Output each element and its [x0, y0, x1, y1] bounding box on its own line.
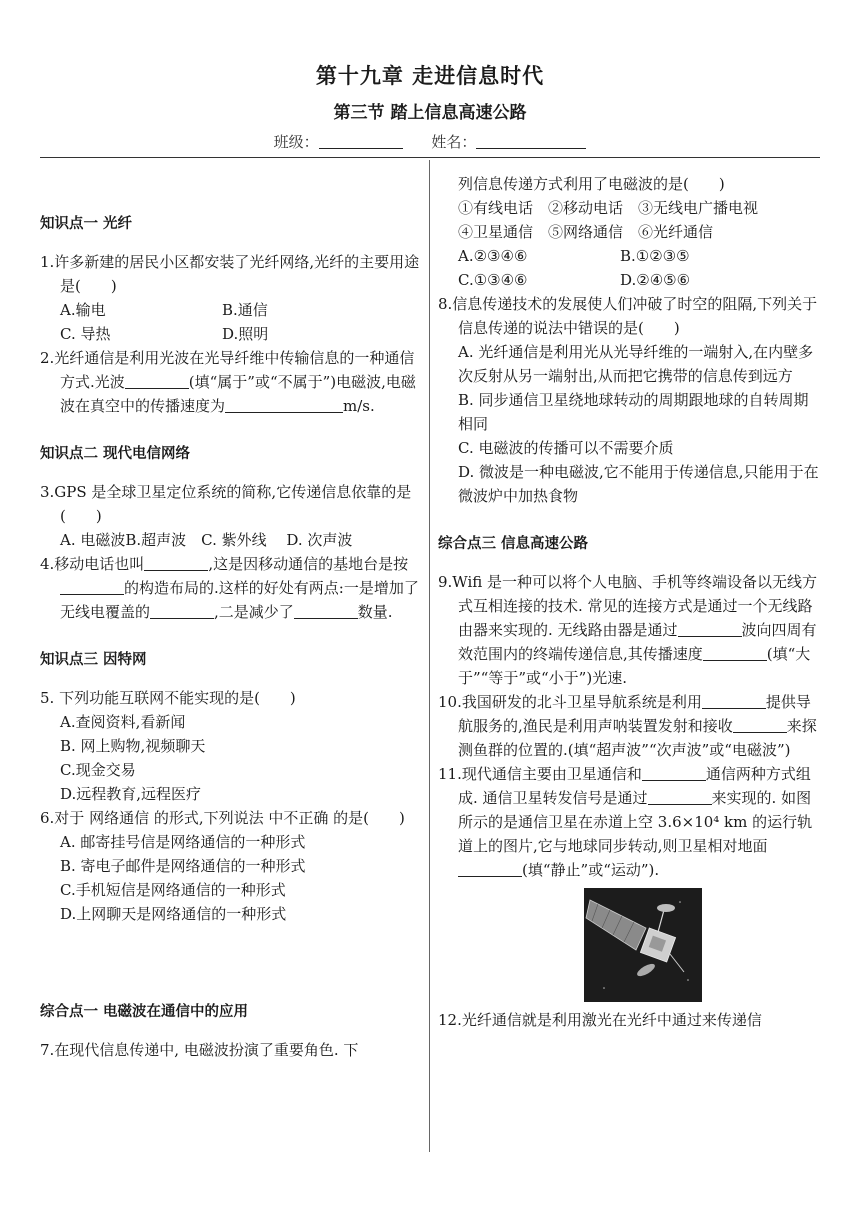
question-10-text: 10.我国研发的北斗卫星导航系统是利用 — [438, 693, 702, 711]
right-column — [438, 172, 820, 1032]
class-field[interactable] — [319, 134, 403, 149]
question-9 — [438, 570, 820, 690]
left-column — [40, 212, 420, 1062]
answer-blank[interactable] — [642, 766, 706, 781]
question-11-text: 通信两种方式组成. 通信卫星转发信号是通过 — [458, 765, 811, 807]
section-heading-2: 知识点二 现代电信网络 — [40, 446, 191, 462]
answer-blank[interactable] — [261, 398, 343, 413]
answer-blank[interactable] — [702, 694, 766, 709]
question-4-text: 的构造布局的.这样的好处有两点:一是增加了无线电覆盖的 — [60, 579, 419, 621]
option: D.②④⑤⑥ — [620, 271, 691, 289]
section-heading-5: 综合点三 信息高速公路 — [438, 536, 589, 552]
question-2-text: m/s. — [343, 397, 375, 415]
option: B.通信 — [222, 301, 268, 319]
question-9-text: 9.Wifi 是一种可以将个人电脑、手机等终端设备以无线方式互相连接的技术. 常见的连接方式是通过一个无线路由器来实现的. 无线路由器是通过 — [438, 573, 818, 639]
option: D.上网聊天是网络通信的一种形式 — [60, 905, 287, 923]
answer-blank[interactable] — [733, 718, 787, 733]
option: A.输电 — [60, 301, 106, 319]
answer-blank[interactable] — [125, 374, 189, 389]
answer-blank[interactable] — [648, 790, 712, 805]
option: D.照明 — [222, 325, 269, 343]
question-3-options: A. 电磁波B.超声波 C. 紫外线 D. 次声波 — [60, 531, 353, 549]
name-label: 姓名： — [431, 133, 477, 151]
option: B. 网上购物,视频聊天 — [60, 737, 206, 755]
question-7-options-row-2 — [438, 268, 820, 292]
question-11 — [438, 762, 820, 882]
section-heading-3: 知识点三 因特网 — [40, 652, 147, 668]
question-4-text: 4.移动电话也叫 — [40, 555, 145, 573]
chapter-title: 第十九章 走进信息时代 — [315, 64, 545, 88]
question-11-text: (填“静止”或“运动”). — [522, 861, 660, 879]
question-1-options-row-2 — [40, 322, 420, 346]
option: B.①②③⑤ — [620, 247, 690, 265]
question-4-text: ,这是因移动通信的基地台是按 — [208, 555, 409, 573]
question-12: 12.光纤通信就是利用激光在光纤中通过来传递信 — [438, 1011, 762, 1029]
question-4-text: 数量. — [357, 603, 393, 621]
option: C.①③④⑥ — [458, 271, 528, 289]
option: C. 导热 — [60, 325, 111, 343]
option: D. 微波是一种电磁波,它不能用于传递信息,只能用于在微波炉中加热食物 — [458, 463, 819, 505]
question-9-text: 波向四周有效范围内的终端传递信息,其传播速度 — [458, 621, 817, 663]
section-heading-1: 知识点一 光纤 — [40, 216, 133, 232]
section-heading-4: 综合点一 电磁波在通信中的应用 — [40, 1004, 249, 1020]
question-11-text: 来实现的. 如图所示的是通信卫星在赤道上空 3.6×10⁴ km 的运行轨道上的图片,它与地球同步转动,则卫星相对地面 — [458, 789, 813, 855]
class-label: 班级： — [273, 133, 319, 151]
question-7-options-row-1 — [438, 244, 820, 268]
option: B. 寄电子邮件是网络通信的一种形式 — [60, 857, 306, 875]
question-2 — [40, 346, 420, 418]
option: C.现金交易 — [60, 761, 136, 779]
question-8: 8.信息传递技术的发展使人们冲破了时空的阻隔,下列关于信息传递的说法中错误的是( ) — [438, 295, 818, 337]
name-field[interactable] — [476, 134, 586, 149]
answer-blank[interactable] — [144, 556, 208, 571]
answer-blank[interactable] — [703, 646, 767, 661]
option: A. 邮寄挂号信是网络通信的一种形式 — [60, 833, 306, 851]
header-divider — [40, 157, 820, 158]
page-header — [0, 60, 860, 152]
answer-blank[interactable] — [60, 580, 124, 595]
question-1-options-row-1 — [40, 298, 420, 322]
option: A.查阅资料,看新闻 — [60, 713, 186, 731]
question-10-text: 提供导航服务的,渔民是利用声呐装置发射和接收 — [458, 693, 811, 735]
satellite-image — [584, 888, 702, 1002]
answer-blank[interactable] — [678, 622, 742, 637]
answer-blank[interactable] — [225, 398, 261, 413]
question-10-text: 来探测鱼群的位置的.(填“超声波”“次声波”或“电磁波”) — [458, 717, 817, 759]
question-4-text: ,二是减少了 — [214, 603, 294, 621]
option: D.远程教育,远程医疗 — [60, 785, 202, 803]
section-title: 第三节 踏上信息高速公路 — [333, 103, 527, 123]
column-divider — [429, 160, 430, 1152]
option: C. 电磁波的传播可以不需要介质 — [458, 439, 674, 457]
question-6: 6.对于 网络通信 的形式,下列说法 中不正确 的是( ) — [40, 809, 405, 827]
question-7-continued: 列信息传递方式利用了电磁波的是( ) — [458, 175, 725, 193]
option: C.手机短信是网络通信的一种形式 — [60, 881, 286, 899]
question-7: 7.在现代信息传递中, 电磁波扮演了重要角色. 下 — [40, 1041, 359, 1059]
question-11-text: 11.现代通信主要由卫星通信和 — [438, 765, 642, 783]
question-9-text: (填“大于”“等于”或“小于”)光速. — [458, 645, 811, 687]
question-10 — [438, 690, 820, 762]
question-7-items: ①有线电话 ②移动电话 ③无线电广播电视 — [458, 199, 759, 217]
question-4 — [40, 552, 420, 624]
option: B. 同步通信卫星绕地球转动的周期跟地球的自转周期相同 — [458, 391, 809, 433]
question-7-items: ④卫星通信 ⑤网络通信 ⑥光纤通信 — [458, 223, 714, 241]
question-5: 5. 下列功能互联网不能实现的是( ) — [40, 689, 296, 707]
question-1: 1.许多新建的居民小区都安装了光纤网络,光纤的主要用途是( ) — [40, 253, 420, 295]
question-3: 3.GPS 是全球卫星定位系统的简称,它传递信息依靠的是( ) — [40, 483, 412, 525]
student-info — [0, 131, 860, 152]
option: A.②③④⑥ — [458, 247, 528, 265]
question-2-text: 2.光纤通信是利用光波在光导纤维中传输信息的一种通信方式.光波 — [40, 349, 415, 391]
answer-blank[interactable] — [458, 862, 522, 877]
question-2-text: (填“属于”或“不属于”)电磁波,电磁波在真空中的传播速度为 — [60, 373, 416, 415]
answer-blank[interactable] — [150, 604, 214, 619]
option: A. 光纤通信是利用光从光导纤维的一端射入,在内壁多次反射从另一端射出,从而把它携带的信息传到远方 — [458, 343, 814, 385]
answer-blank[interactable] — [294, 604, 358, 619]
